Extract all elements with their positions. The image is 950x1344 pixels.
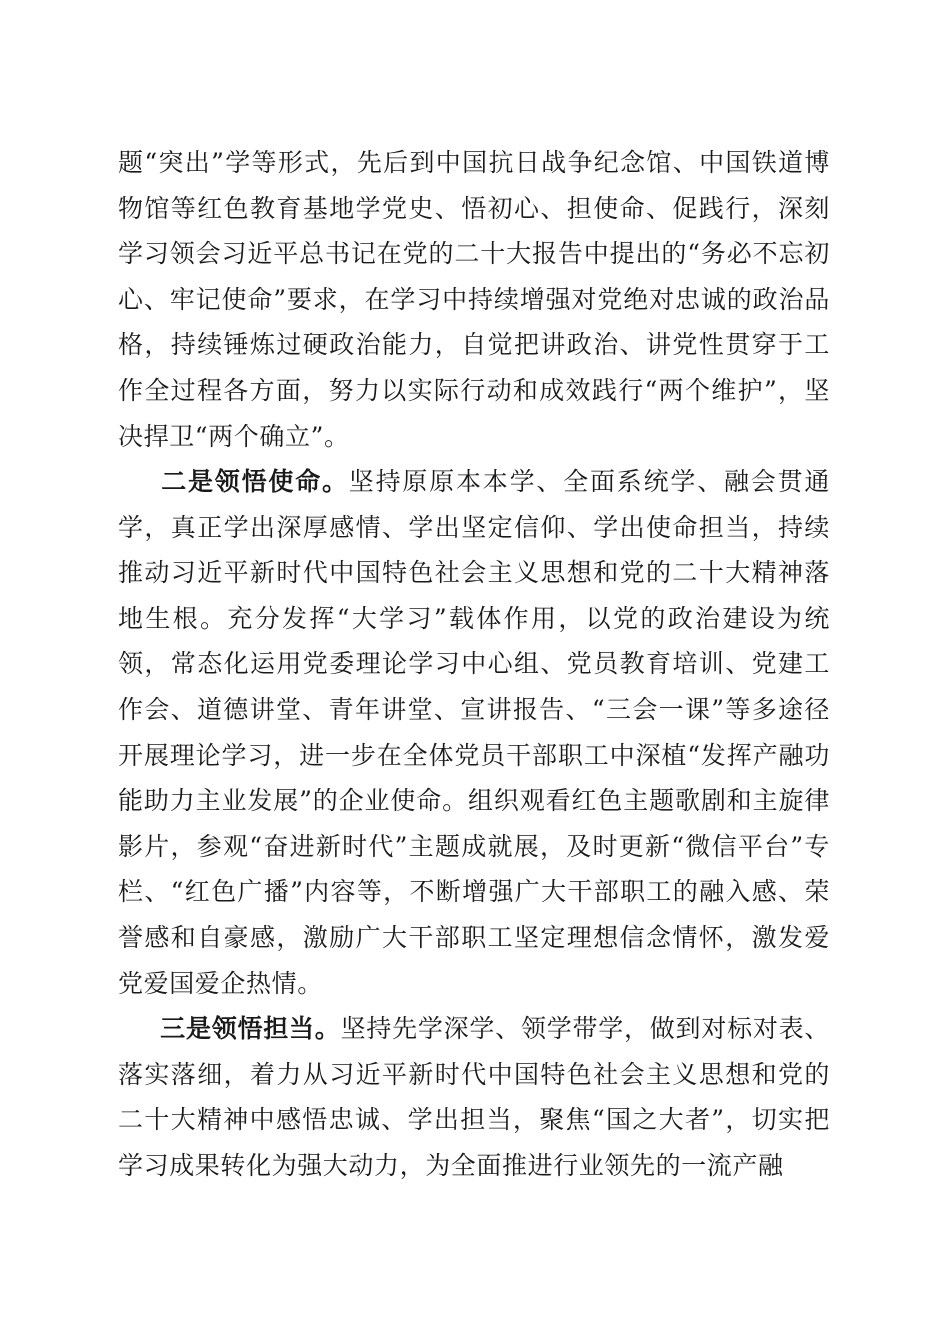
paragraph-responsibility [118,1006,830,1188]
paragraph-body: 坚持原原本本学、全面系统学、融会贯通学，真正学出深厚感情、学出坚定信仰、学出使命担当，持续推动习近平新时代中国特色社会主义思想和党的二十大精神落地生根。充分发挥“大学习”载体作用，以党的政治建设为统领，常态化运用党委理论学习中心组、党员教育培训、党建工作会、道德讲堂、青年讲堂、宣讲报告、“三会一课”等多途径开展理论学习，进一步在全体党员干部职工中深植“发挥产融功能助力主业发展”的企业使命。组织观看红色主题歌剧和主旋律影片，参观“奋进新时代”主题成就展，及时更新“微信平台”专栏、“红色广播”内容等，不断增强广大干部职工的融入感、荣誉感和自豪感，激励广大干部职工坚定理想信念情怀，激发爱党爱国爱企热情。 [118,467,830,998]
paragraph-body: 坚持先学深学、领学带学，做到对标对表、落实落细，着力从习近平新时代中国特色社会主义思想和党的二十大精神中感悟忠诚、学出担当，聚焦“国之大者”，切实把学习成果转化为强大动力，为全面推进行业领先的一流产融 [118,1014,831,1180]
paragraph-body: 题“突出”学等形式，先后到中国抗日战争纪念馆、中国铁道博物馆等红色教育基地学党史、悟初心、担使命、促践行，深刻学习领会习近平总书记在党的二十大报告中提出的“务必不忘初心、牢记使命”要求，在学习中持续增强对党绝对忠诚的政治品格，持续锤炼过硬政治能力，自觉把讲政治、讲党性贯穿于工作全过程各方面，努力以实际行动和成效践行“两个维护”，坚决捍卫“两个确立”。 [118,148,830,451]
paragraph-mission [118,459,830,1006]
paragraph-continuation [118,140,830,459]
paragraph-lead-heading: 三是领悟担当。 [160,1014,341,1043]
paragraph-lead-heading: 二是领悟使命。 [160,467,349,496]
